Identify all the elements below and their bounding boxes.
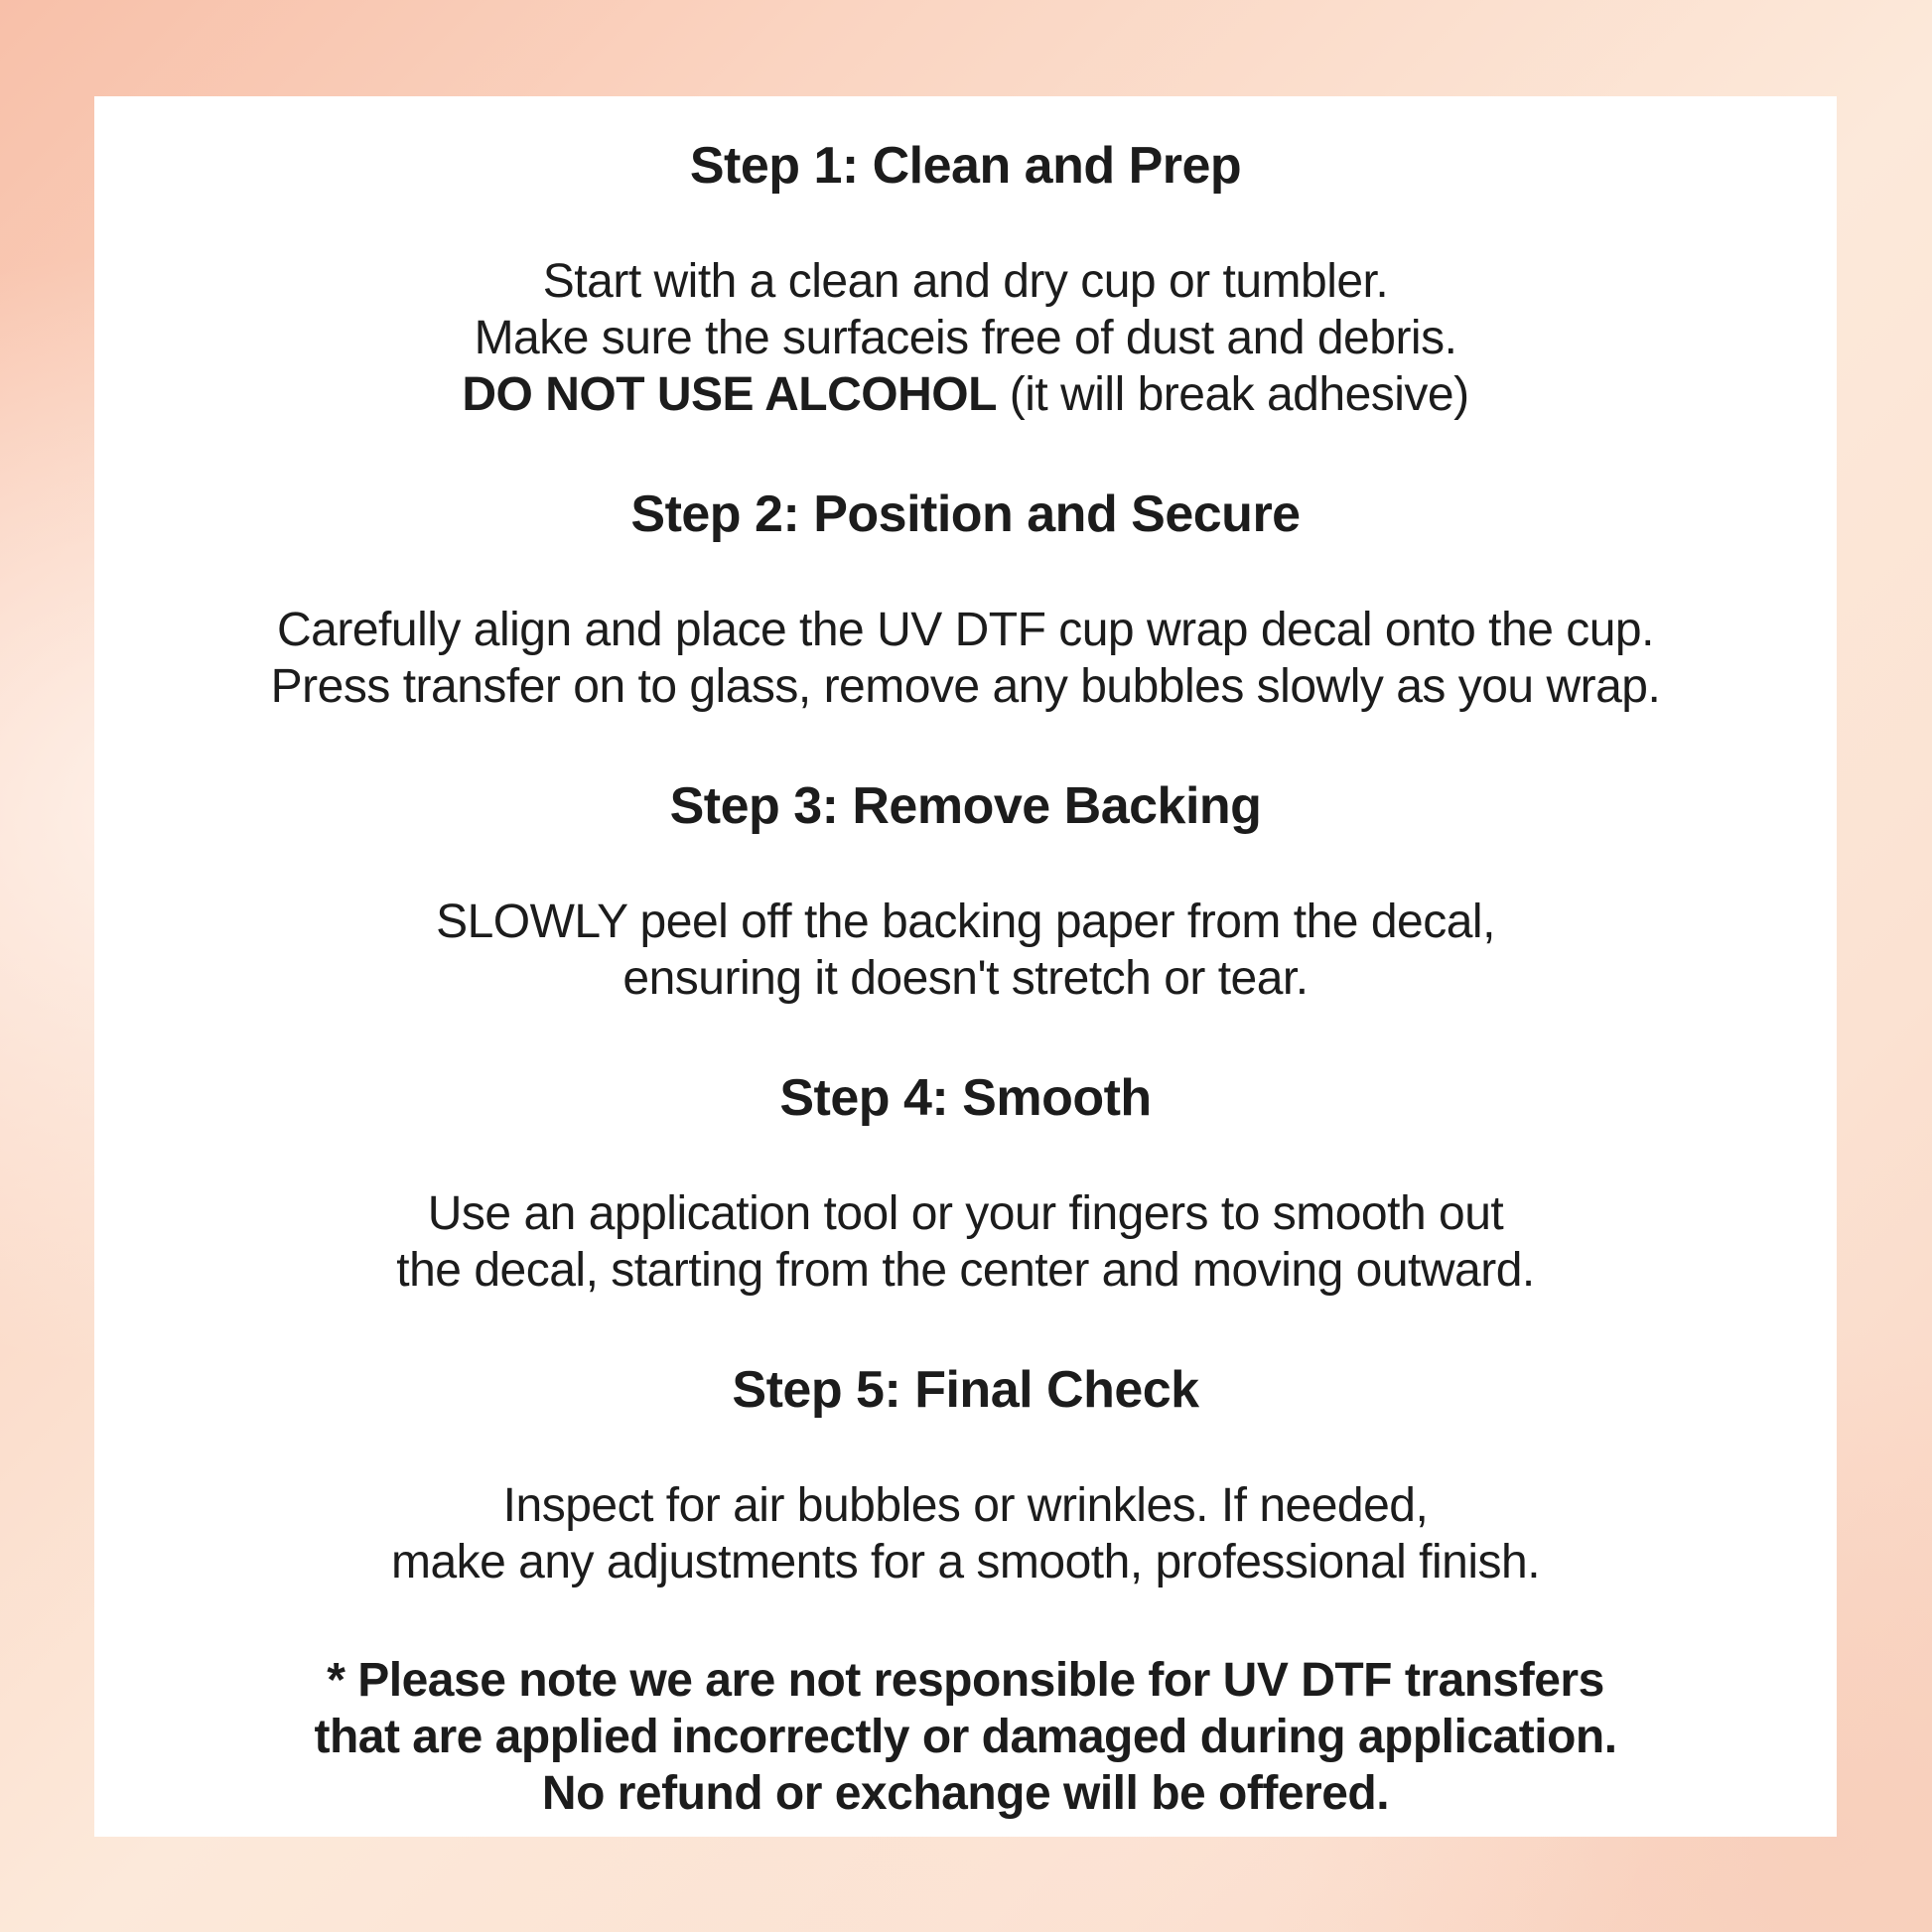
step-4-line-2: the decal, starting from the center and moving outward. — [396, 1244, 1535, 1297]
step-3-line-1: SLOWLY peel off the backing paper from the decal, — [436, 896, 1495, 948]
disclaimer-line-3: No refund or exchange will be offered. — [541, 1767, 1390, 1820]
alcohol-warning-note: (it will break adhesive) — [996, 368, 1469, 421]
step-2-section — [154, 484, 1777, 715]
step-3-section — [154, 776, 1777, 1007]
step-1-line-1: Start with a clean and dry cup or tumbler. — [542, 255, 1389, 308]
step-5-line-2: make any adjustments for a smooth, professional finish. — [390, 1536, 1541, 1588]
step-4-section — [154, 1068, 1777, 1299]
step-2-line-2: Press transfer on to glass, remove any bubbles slowly as you wrap. — [270, 660, 1661, 713]
step-3-heading: Step 3: Remove Backing — [669, 777, 1262, 835]
instruction-card — [94, 96, 1837, 1837]
step-1-line-3 — [154, 366, 1777, 423]
alcohol-warning-bold: DO NOT USE ALCOHOL — [462, 368, 997, 421]
step-1-heading: Step 1: Clean and Prep — [689, 137, 1242, 195]
step-3-line-2: ensuring it doesn't stretch or tear. — [622, 952, 1309, 1005]
footer-disclaimer — [154, 1652, 1777, 1822]
step-4-line-1: Use an application tool or your fingers to smooth out — [427, 1187, 1504, 1240]
step-5-line-1: Inspect for air bubbles or wrinkles. If needed, — [502, 1479, 1429, 1532]
step-1-line-2: Make sure the surfaceis free of dust and debris. — [474, 312, 1457, 364]
step-4-heading: Step 4: Smooth — [779, 1069, 1152, 1127]
step-1-section — [154, 136, 1777, 423]
step-5-section — [154, 1360, 1777, 1590]
step-2-heading: Step 2: Position and Secure — [630, 485, 1301, 543]
step-5-heading: Step 5: Final Check — [732, 1361, 1199, 1419]
disclaimer-line-1: * Please note we are not responsible for UV DTF transfers — [327, 1654, 1604, 1707]
step-2-line-1: Carefully align and place the UV DTF cup wrap decal onto the cup. — [277, 604, 1654, 656]
disclaimer-line-2: that are applied incorrectly or damaged during application. — [314, 1711, 1617, 1763]
